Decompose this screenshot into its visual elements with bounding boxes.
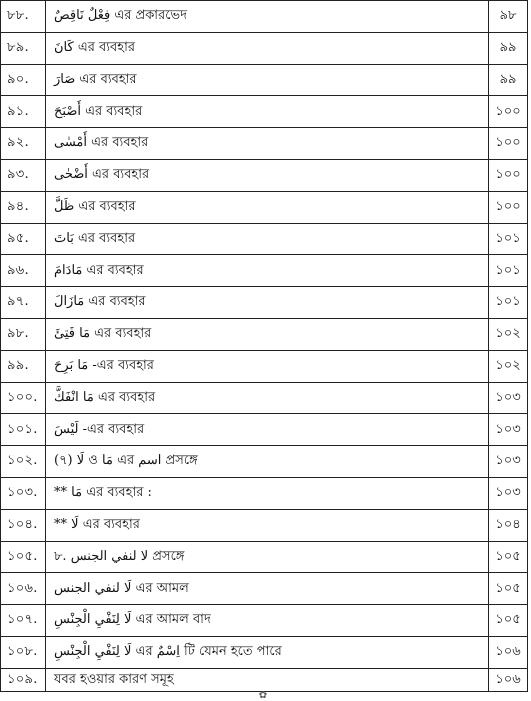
entry-number: ১০০. [1, 382, 46, 414]
table-row [1, 128, 528, 160]
entry-number: ৯৩. [1, 159, 46, 191]
table-row [1, 64, 528, 96]
entry-page: ৯৮ [489, 1, 528, 33]
entry-page: ১০০ [489, 159, 528, 191]
table-row [1, 446, 528, 478]
entry-number: ১০৪. [1, 509, 46, 541]
entry-number: ১০৬. [1, 573, 46, 605]
entry-page: ১০৫ [489, 541, 528, 573]
entry-topic-text: كَانَ এর ব্যবহার [54, 40, 135, 56]
entry-page: ১০১ [489, 223, 528, 255]
entry-topic [46, 64, 489, 96]
entry-number: ৯৪. [1, 191, 46, 223]
entry-topic [46, 573, 489, 605]
entry-number: ৯২. [1, 128, 46, 160]
table-row [1, 382, 528, 414]
entry-page: ১০৩ [489, 414, 528, 446]
entry-number: ১০১. [1, 414, 46, 446]
entry-number: ৯৭. [1, 287, 46, 319]
entry-topic [46, 477, 489, 509]
entry-topic [46, 414, 489, 446]
entry-topic [46, 318, 489, 350]
entry-page: ১০০ [489, 191, 528, 223]
entry-page: ১০৪ [489, 509, 528, 541]
table-row [1, 255, 528, 287]
entry-number: ৯১. [1, 96, 46, 128]
entry-page: ৯৯ [489, 64, 528, 96]
entry-number: ৯৫. [1, 223, 46, 255]
table-row [1, 318, 528, 350]
entry-topic-text: أَصْبَحَ এর ব্যবহার [54, 103, 143, 119]
table-row [1, 605, 528, 637]
table-row [1, 1, 528, 33]
entry-number: ৮৯. [1, 32, 46, 64]
entry-number: ৯৬. [1, 255, 46, 287]
table-row [1, 541, 528, 573]
entry-page: ১০১ [489, 255, 528, 287]
entry-topic-text: যবর হওয়ার কারণ সমূহ [54, 671, 174, 687]
entry-topic-text: ৮. لا لنفي الجنس প্রসঙ্গে [54, 548, 185, 564]
entry-topic-text: مَازَالَ এর ব্যবহার [54, 294, 146, 310]
entry-topic [46, 128, 489, 160]
entry-topic [46, 159, 489, 191]
table-row [1, 32, 528, 64]
entry-topic-text: مَادَامَ এর ব্যবহার [54, 262, 144, 278]
entry-topic-text: (৭) لَا ও مَا এর اسم প্রসঙ্গে [54, 453, 198, 469]
entry-topic [46, 350, 489, 382]
entry-page: ১০৩ [489, 382, 528, 414]
entry-topic [46, 223, 489, 255]
entry-topic [46, 96, 489, 128]
table-row [1, 668, 528, 691]
entry-topic-text: مَا بَرِحَ -এর ব্যবহার [54, 358, 154, 374]
entry-topic-text: لَا لِنَفْيِ الْجِنْسِ এর আমল বাদ [54, 612, 211, 628]
entry-topic-text: ** مَا এর ব্যবহার : [54, 485, 152, 501]
entry-number: ৮৮. [1, 1, 46, 33]
entry-topic [46, 541, 489, 573]
entry-topic [46, 382, 489, 414]
entry-number: ১০৮. [1, 636, 46, 668]
table-row [1, 350, 528, 382]
table-row [1, 96, 528, 128]
entry-topic [46, 636, 489, 668]
entry-number: ১০৯. [1, 668, 46, 691]
entry-topic [46, 446, 489, 478]
entry-topic-text: ظَلَّ এর ব্যবহার [54, 199, 136, 215]
table-row [1, 477, 528, 509]
entry-number: ৯৯. [1, 350, 46, 382]
entry-topic-text: ** لَا এর ব্যবহার [54, 517, 140, 532]
table-row [1, 159, 528, 191]
entry-page: ১০২ [489, 318, 528, 350]
table-row [1, 223, 528, 255]
entry-topic-text: أَضْحٰى এর ব্যবহার [54, 167, 150, 183]
entry-number: ৯৮. [1, 318, 46, 350]
table-row [1, 573, 528, 605]
entry-topic [46, 191, 489, 223]
entry-number: ৯০. [1, 64, 46, 96]
entry-topic-text: مَا انْفَكَّ এর ব্যবহার [54, 389, 156, 405]
entry-topic [46, 509, 489, 541]
entry-page: ১০২ [489, 350, 528, 382]
entry-number: ১০৩. [1, 477, 46, 509]
entry-page: ১০০ [489, 128, 528, 160]
table-row [1, 287, 528, 319]
ornament-icon: ✿ [258, 690, 268, 701]
entry-page: ১০৬ [489, 668, 528, 691]
entry-topic-text: لَا لنفي الجنس এর আমল [54, 580, 189, 596]
entry-topic-text: مَا فَتِئَ এর ব্যবহার [54, 326, 152, 342]
entry-number: ১০৭. [1, 605, 46, 637]
entry-topic [46, 605, 489, 637]
entry-topic-text: فِعْلٌ نَاقِصٌ এর প্রকারভেদ [54, 8, 187, 24]
entry-topic-text: صَارَ এর ব্যবহার [54, 71, 137, 87]
entry-page: ৯৯ [489, 32, 528, 64]
entry-page: ১০১ [489, 287, 528, 319]
entry-topic [46, 668, 489, 691]
entry-page: ১০৫ [489, 573, 528, 605]
entry-page: ১০৩ [489, 446, 528, 478]
entry-page: ১০০ [489, 96, 528, 128]
entry-page: ১০৫ [489, 605, 528, 637]
table-row [1, 636, 528, 668]
entry-topic [46, 32, 489, 64]
entry-page: ১০৩ [489, 477, 528, 509]
entry-topic-text: لَيْسَ -এর ব্যবহার [54, 421, 145, 437]
entry-topic-text: أَمْسٰى এর ব্যবহার [54, 135, 149, 151]
entry-topic [46, 255, 489, 287]
entry-topic-text: بَاتَ এর ব্যবহার [54, 230, 136, 246]
entry-number: ১০২. [1, 446, 46, 478]
entry-topic [46, 287, 489, 319]
entry-topic [46, 1, 489, 33]
entry-page: ১০৬ [489, 636, 528, 668]
entry-number: ১০৫. [1, 541, 46, 573]
entry-topic-text: لَا لِنَفْيِ الْجِنْسِ এর اِسْمٌ টি যেমন হতে পারে [54, 644, 282, 660]
table-row [1, 414, 528, 446]
table-row [1, 509, 528, 541]
table-row [1, 191, 528, 223]
